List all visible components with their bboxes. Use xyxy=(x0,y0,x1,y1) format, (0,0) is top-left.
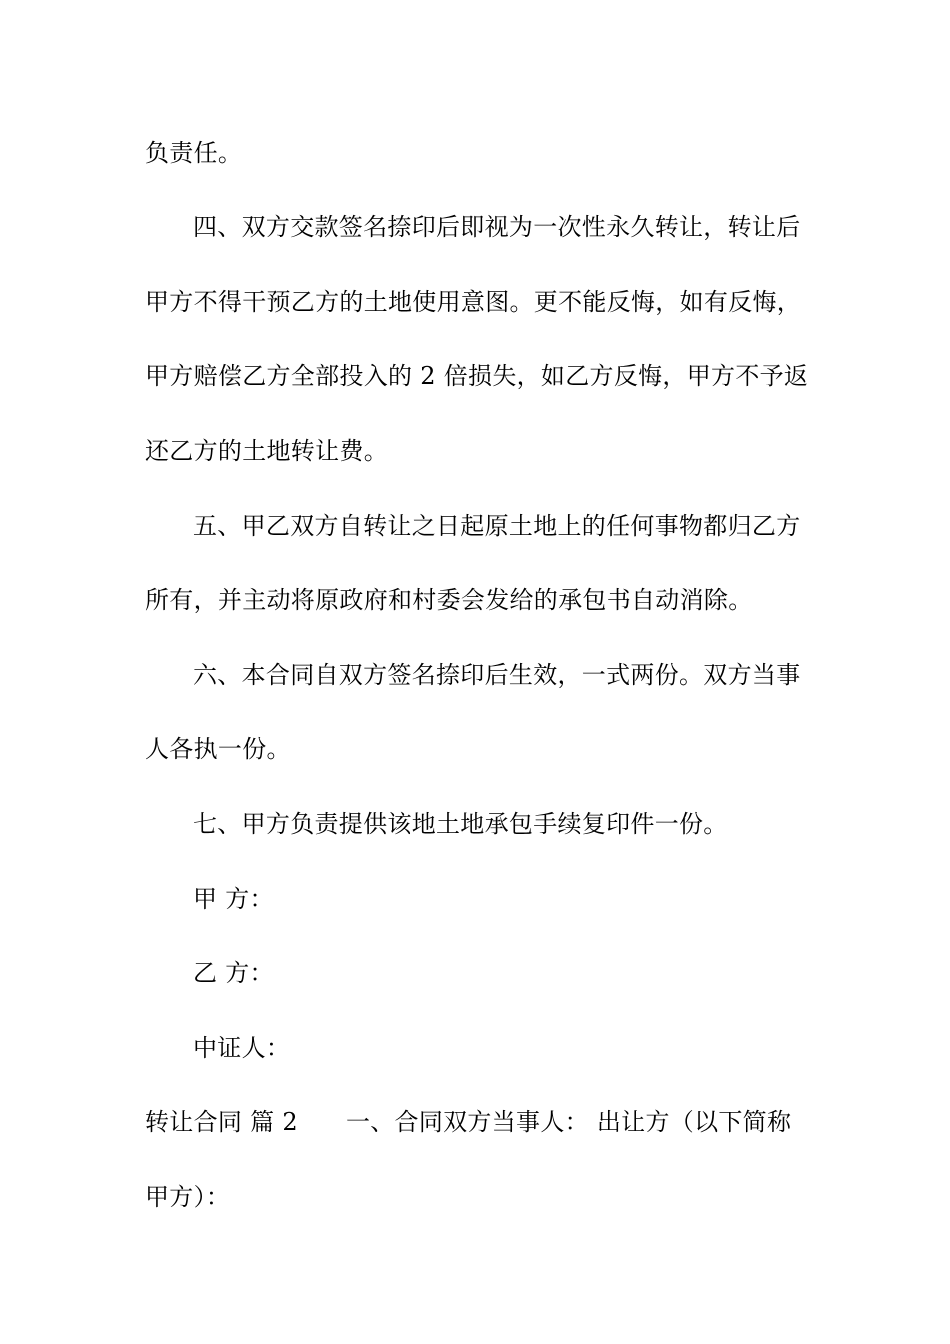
paragraph-line: 七、甲方负责提供该地土地承包手续复印件一份。 xyxy=(193,810,728,838)
paragraph-line: 四、双方交款签名捺印后即视为一次性永久转让，转让后 xyxy=(193,213,801,241)
section-header-line xyxy=(145,1107,791,1137)
paragraph-line: 还乙方的土地转让费。 xyxy=(145,437,388,465)
paragraph-line: 所有，并主动将原政府和村委会发给的承包书自动消除。 xyxy=(145,586,753,614)
signature-party-b: 乙 方： xyxy=(193,959,274,987)
section-text: 一、合同双方当事人： 出让方（以下简称 xyxy=(345,1108,792,1136)
paragraph-line: 甲方不得干预乙方的土地使用意图。更不能反悔，如有反悔， xyxy=(145,288,802,316)
section-title: 转让合同 篇 2 xyxy=(145,1108,298,1136)
signature-witness: 中证人： xyxy=(193,1034,291,1062)
paragraph-line: 人各执一份。 xyxy=(145,735,291,763)
paragraph-line: 负责任。 xyxy=(145,139,243,167)
signature-party-a: 甲 方： xyxy=(193,885,274,913)
paragraph-line: 六、本合同自双方签名捺印后生效，一式两份。双方当事 xyxy=(193,661,801,689)
paragraph-line: 甲方赔偿乙方全部投入的 2 倍损失，如乙方反悔，甲方不予返 xyxy=(145,362,809,390)
paragraph-line: 甲方）： xyxy=(145,1183,231,1211)
paragraph-line: 五、甲乙双方自转让之日起原土地上的任何事物都归乙方 xyxy=(193,512,801,540)
